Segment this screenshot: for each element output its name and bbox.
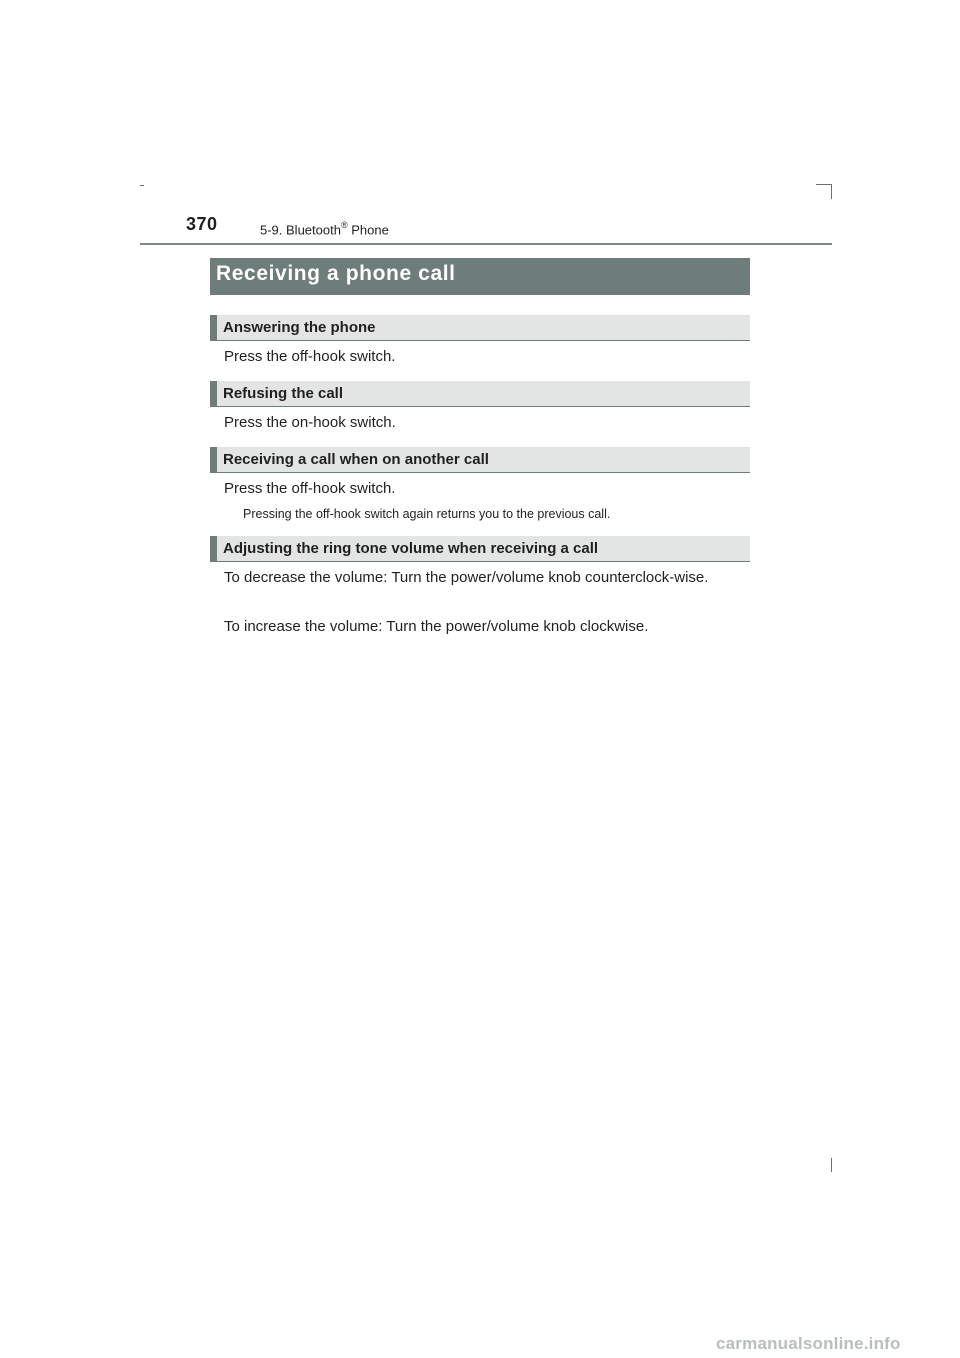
section-body-another-call: Press the off-hook switch. <box>224 480 396 497</box>
page-title: Receiving a phone call <box>210 258 750 295</box>
section-heading-label: Adjusting the ring tone volume when receiving a call <box>223 540 599 557</box>
section-body-answering: Press the off-hook switch. <box>224 348 396 365</box>
section-body-increase-volume: To increase the volume: Turn the power/volume knob clockwise. <box>224 618 649 635</box>
header-rule <box>140 243 832 245</box>
section-prefix: 5-9. Bluetooth <box>260 222 341 238</box>
page-number: 370 <box>186 214 218 234</box>
section-note-another-call: Pressing the off-hook switch again returns you to the previous call. <box>243 507 611 521</box>
section-suffix: Phone <box>347 222 389 238</box>
crop-mark-top-left <box>140 185 144 186</box>
registered-mark: ® <box>340 220 348 230</box>
section-heading-label: Refusing the call <box>223 385 344 402</box>
section-breadcrumb <box>260 221 389 237</box>
section-body-decrease-volume: To decrease the volume: Turn the power/volume knob counterclock-wise. <box>224 569 709 586</box>
section-heading-ring-volume <box>210 536 750 562</box>
section-body-refusing: Press the on-hook switch. <box>224 414 396 431</box>
heading-accent-bar <box>210 447 217 472</box>
crop-mark-top-right-horizontal <box>816 184 832 185</box>
heading-accent-bar <box>210 381 217 406</box>
section-heading-label: Receiving a call when on another call <box>223 451 489 468</box>
crop-mark-bottom-right <box>831 1158 832 1172</box>
crop-mark-top-right-vertical <box>831 184 832 199</box>
section-heading-answering <box>210 315 750 341</box>
section-heading-another-call <box>210 447 750 473</box>
heading-accent-bar <box>210 315 217 340</box>
section-heading-refusing <box>210 381 750 407</box>
watermark: carmanualsonline.info <box>716 1334 901 1353</box>
heading-accent-bar <box>210 536 217 561</box>
section-heading-label: Answering the phone <box>223 319 376 336</box>
